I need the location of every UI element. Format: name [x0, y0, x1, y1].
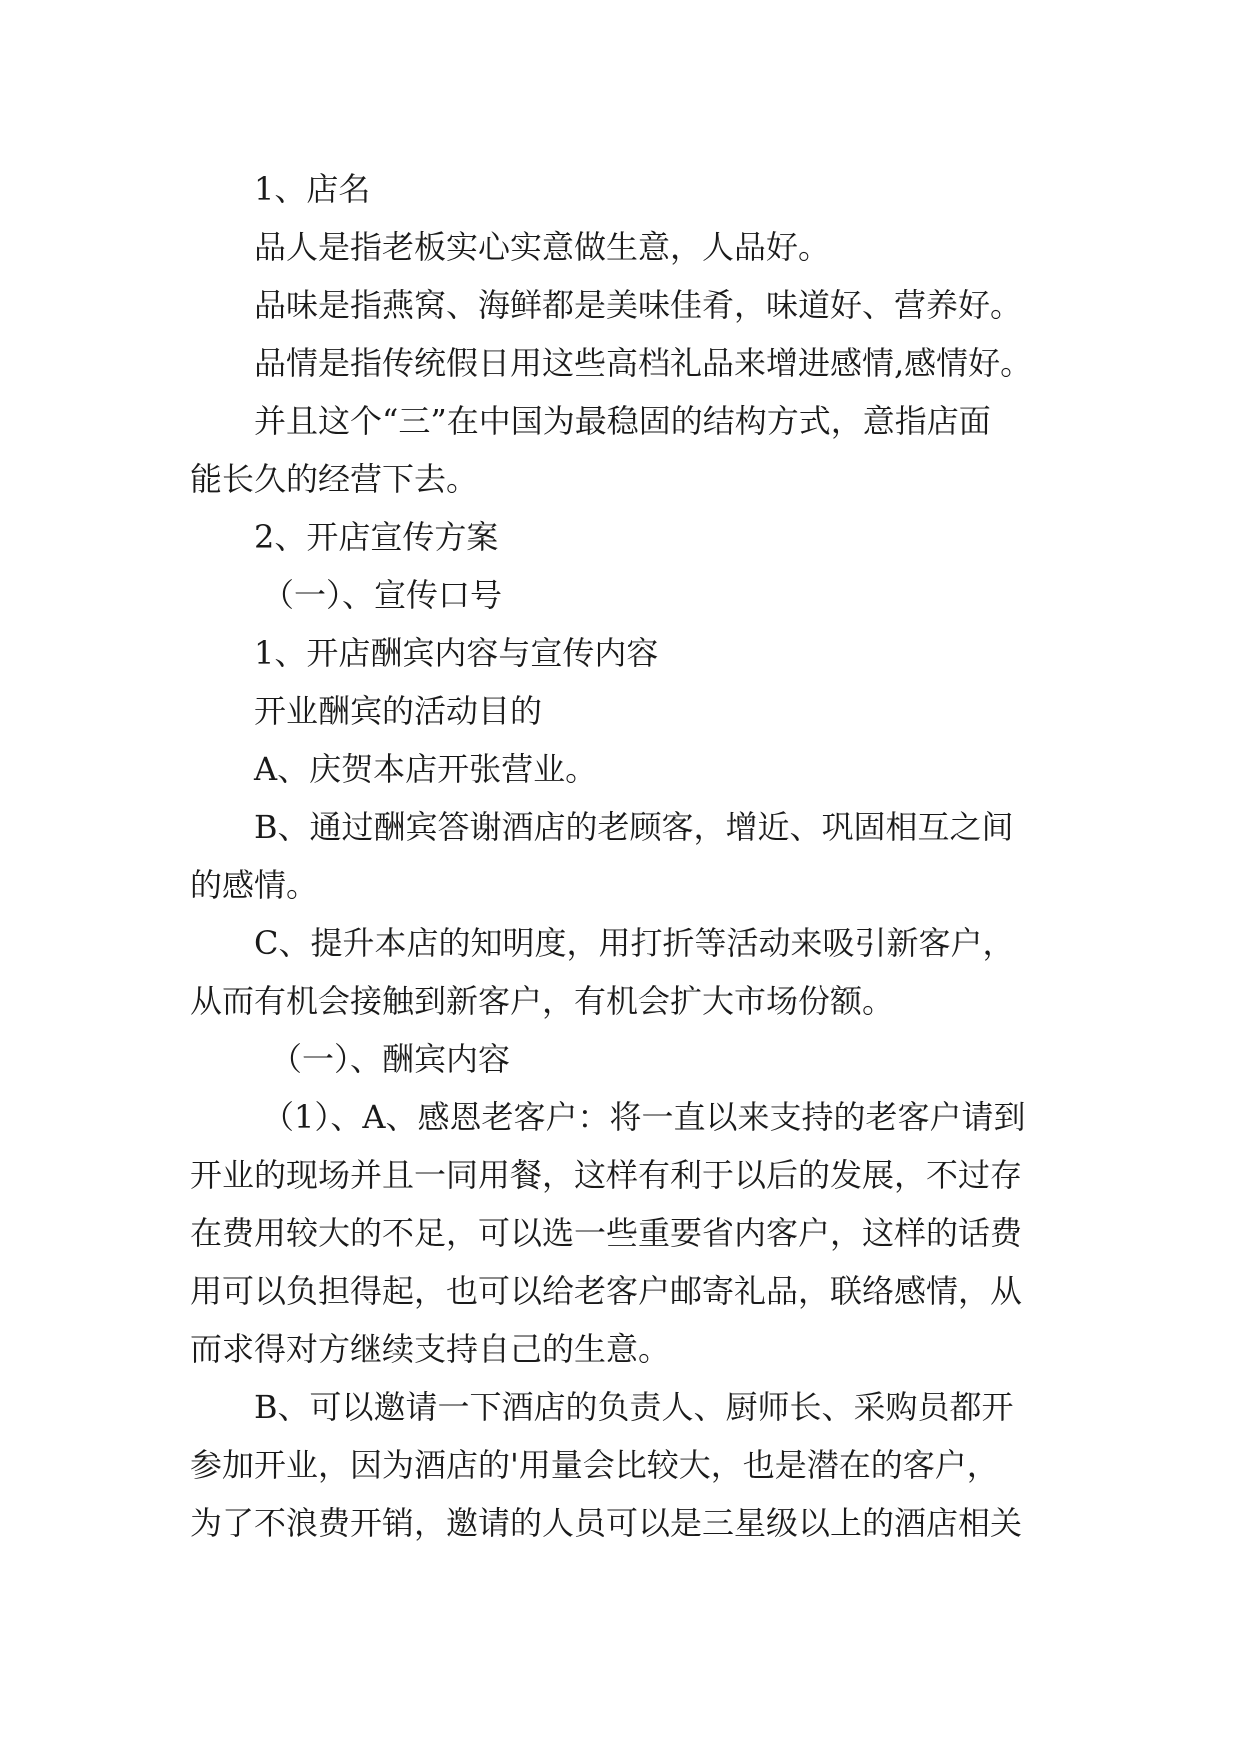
list-item: （1）、A、感恩老客户：将一直以来支持的老客户请到 [262, 1098, 1026, 1136]
section-heading-promotion-plan: 2、开店宣传方案 [254, 518, 499, 556]
subsection-heading-slogan: （一）、宣传口号 [262, 576, 503, 614]
paragraph-line: 从而有机会接触到新客户，有机会扩大市场份额。 [190, 982, 895, 1020]
paragraph-line: 品情是指传统假日用这些高档礼品来增进感情,感情好。 [254, 344, 1033, 382]
paragraph-line: 参加开业，因为酒店的'用量会比较大，也是潜在的客户， [190, 1446, 999, 1484]
paragraph-line: 品味是指燕窝、海鲜都是美味佳肴，味道好、营养好。 [254, 286, 1023, 324]
subsection-heading-promo-details: （一）、酬宾内容 [270, 1040, 511, 1078]
paragraph-line: 品人是指老板实心实意做生意，人品好。 [254, 228, 831, 266]
paragraph-line: 为了不浪费开销，邀请的人员可以是三星级以上的酒店相关 [190, 1504, 1023, 1542]
list-item: B、通过酬宾答谢酒店的老顾客，增近、巩固相互之间 [254, 808, 1014, 846]
paragraph-line: 并且这个“三”在中国为最稳固的结构方式，意指店面 [254, 402, 991, 440]
paragraph-line: 用可以负担得起，也可以给老客户邮寄礼品，联络感情，从 [190, 1272, 1023, 1310]
document-body [190, 160, 1060, 1552]
list-item: B、可以邀请一下酒店的负责人、厨师长、采购员都开 [254, 1388, 1014, 1426]
paragraph-line: 开业酬宾的活动目的 [254, 692, 543, 730]
paragraph-line: 而求得对方继续支持自己的生意。 [190, 1330, 671, 1368]
section-heading-store-name: 1、店名 [254, 170, 371, 208]
paragraph-line: 开业的现场并且一同用餐，这样有利于以后的发展，不过存 [190, 1156, 1023, 1194]
list-item: C、提升本店的知明度，用打折等活动来吸引新客户， [254, 924, 1015, 962]
paragraph-line: 在费用较大的不足，可以选一些重要省内客户，这样的话费 [190, 1214, 1023, 1252]
paragraph-line: 能长久的经营下去。 [190, 460, 479, 498]
paragraph-line: 的感情。 [190, 866, 319, 904]
list-item: A、庆贺本店开张营业。 [254, 750, 598, 788]
subsection-heading-promo-content: 1、开店酬宾内容与宣传内容 [254, 634, 659, 672]
